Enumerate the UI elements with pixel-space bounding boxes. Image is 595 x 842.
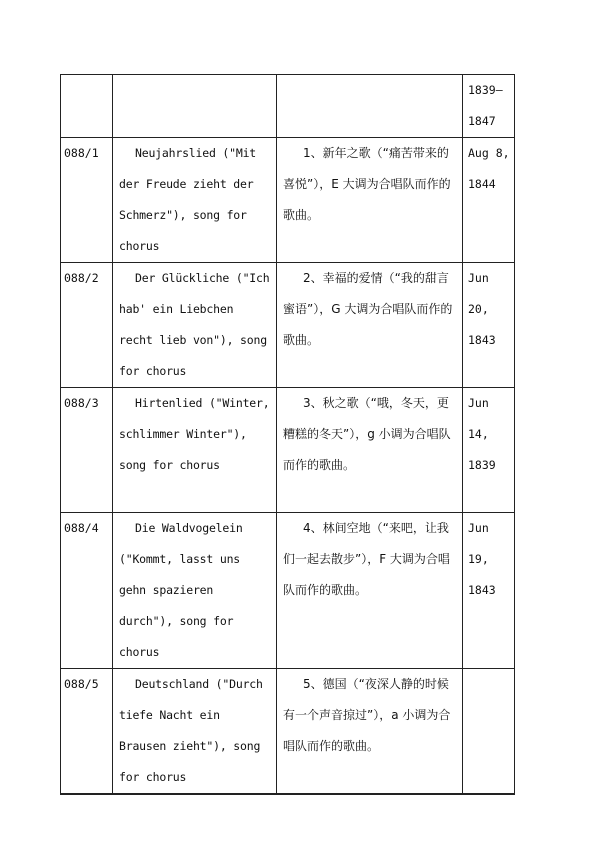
- cell-date: Aug 8, 1844: [463, 138, 515, 263]
- cell-description: [277, 75, 463, 138]
- table-row: [61, 263, 515, 388]
- cell-number: 088/1: [61, 138, 113, 263]
- table-row: [61, 388, 515, 513]
- cell-title: Neujahrslied ("Mit der Freude zieht der Schmerz"), song for chorus: [113, 138, 277, 263]
- cell-date: Jun 19, 1843: [463, 513, 515, 669]
- cell-description: 4、林间空地（“来吧，让我们一起去散步”），F 大调为合唱队而作的歌曲。: [277, 513, 463, 669]
- cell-date: Jun 20, 1843: [463, 263, 515, 388]
- cell-date: 1839–1847: [463, 75, 515, 138]
- table-row: [61, 138, 515, 263]
- cell-title: Hirtenlied ("Winter, schlimmer Winter"), song for chorus: [113, 388, 277, 513]
- works-table: [60, 74, 515, 795]
- cell-description: 5、德国（“夜深人静的时候有一个声音掠过”），a 小调为合唱队而作的歌曲。: [277, 669, 463, 795]
- cell-number: [61, 75, 113, 138]
- cell-number: 088/2: [61, 263, 113, 388]
- cell-title: Der Glückliche ("Ich hab' ein Liebchen recht lieb von"), song for chorus: [113, 263, 277, 388]
- cell-title: Die Waldvogelein ("Kommt, lasst uns gehn spazieren durch"), song for chorus: [113, 513, 277, 669]
- cell-date: [463, 669, 515, 795]
- cell-number: 088/5: [61, 669, 113, 795]
- cell-date: Jun 14, 1839: [463, 388, 515, 513]
- cell-number: 088/4: [61, 513, 113, 669]
- cell-number: 088/3: [61, 388, 113, 513]
- cell-description: 3、秋之歌（“哦，冬天，更糟糕的冬天”），g 小调为合唱队而作的歌曲。: [277, 388, 463, 513]
- table-row: [61, 513, 515, 669]
- cell-description: 2、幸福的爱情（“我的甜言蜜语”），G 大调为合唱队而作的歌曲。: [277, 263, 463, 388]
- cell-description: 1、新年之歌（“痛苦带来的喜悦”），E 大调为合唱队而作的歌曲。: [277, 138, 463, 263]
- cell-title: [113, 75, 277, 138]
- table-row: [61, 669, 515, 795]
- cell-title: Deutschland ("Durch tiefe Nacht ein Brausen zieht"), song for chorus: [113, 669, 277, 795]
- table-row: [61, 75, 515, 138]
